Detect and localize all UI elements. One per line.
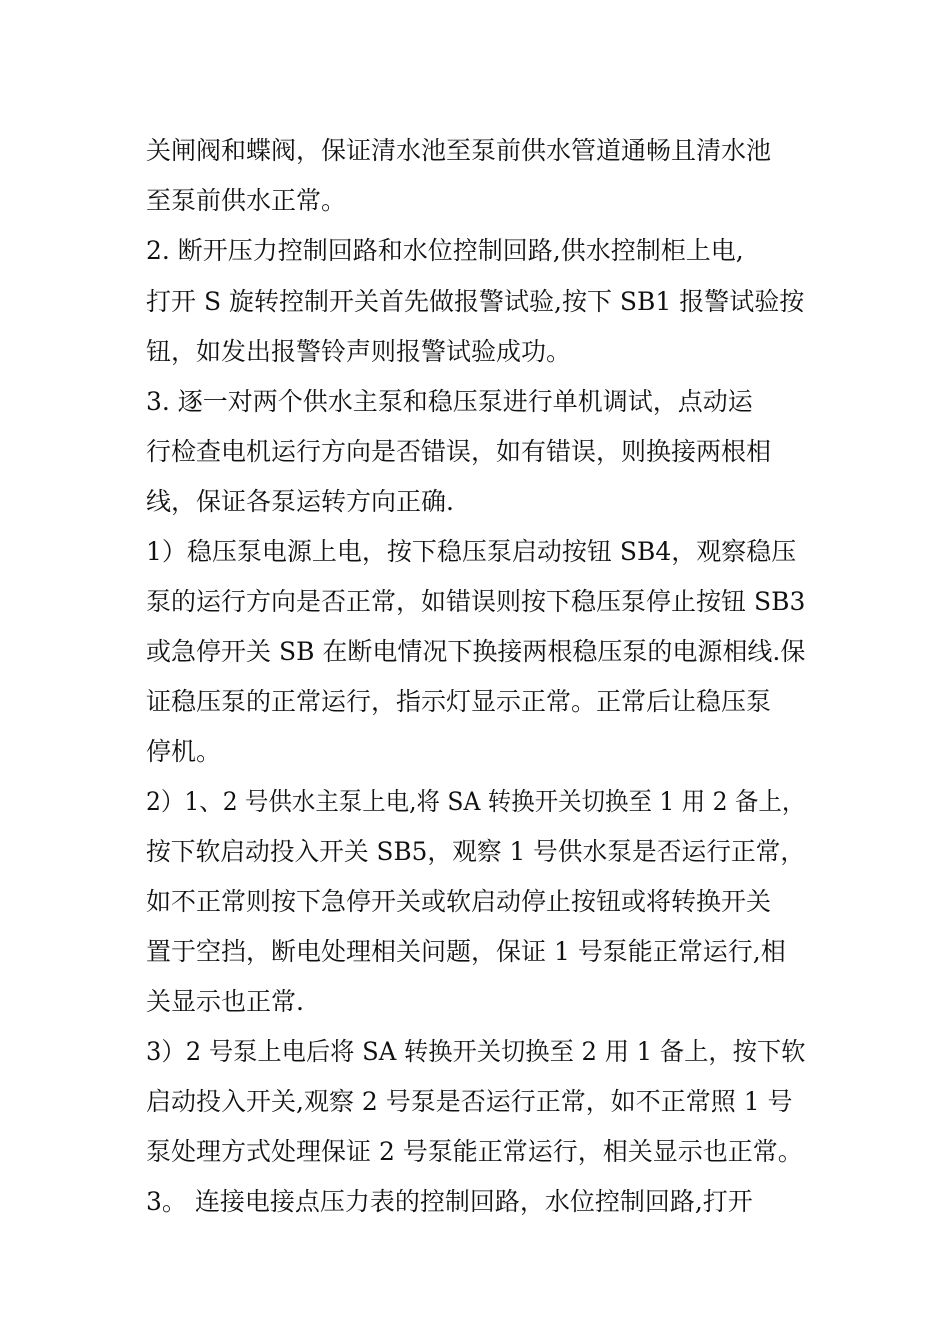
text-line: 泵的运行方向是否正常，如错误则按下稳压泵停止按钮 SB3 (146, 587, 806, 616)
text-line: 打开 S 旋转控制开关首先做报警试验,按下 SB1 报警试验按 (146, 287, 805, 316)
text-line: 停机。 (146, 737, 222, 766)
text-line: 3. 逐一对两个供水主泵和稳压泵进行单机调试，点动运 (146, 387, 753, 416)
text-line: 1）稳压泵电源上电，按下稳压泵启动按钮 SB4，观察稳压 (146, 537, 797, 566)
text-line: 行检查电机运行方向是否错误，如有错误，则换接两根相 (146, 437, 772, 466)
text-line: 3）2 号泵上电后将 SA 转换开关切换至 2 用 1 备上，按下软 (146, 1037, 806, 1066)
text-line: 如不正常则按下急停开关或软启动停止按钮或将转换开关 (146, 887, 772, 916)
text-line: 证稳压泵的正常运行，指示灯显示正常。正常后让稳压泵 (146, 687, 772, 716)
text-line: 置于空挡，断电处理相关问题，保证 1 号泵能正常运行,相 (146, 937, 786, 966)
text-line: 启动投入开关,观察 2 号泵是否运行正常，如不正常照 1 号 (146, 1087, 793, 1116)
text-line: 2. 断开压力控制回路和水位控制回路,供水控制柜上电, (146, 236, 744, 265)
text-line: 关显示也正常. (146, 987, 304, 1016)
text-line: 钮，如发出报警铃声则报警试验成功。 (146, 337, 572, 366)
text-line: 按下软启动投入开关 SB5，观察 1 号供水泵是否运行正常， (146, 837, 806, 866)
text-line: 或急停开关 SB 在断电情况下换接两根稳压泵的电源相线.保 (146, 637, 806, 666)
text-line: 至泵前供水正常。 (146, 186, 347, 215)
text-line: 3。 连接电接点压力表的控制回路，水位控制回路,打开 (146, 1187, 753, 1216)
text-line: 2）1、2 号供水主泵上电,将 SA 转换开关切换至 1 用 2 备上， (146, 787, 806, 816)
text-line: 线，保证各泵运转方向正确. (146, 487, 454, 516)
text-line: 泵处理方式处理保证 2 号泵能正常运行，相关显示也正常。 (146, 1137, 803, 1166)
text-line: 关闸阀和蝶阀，保证清水池至泵前供水管道通畅且清水池 (146, 136, 772, 165)
